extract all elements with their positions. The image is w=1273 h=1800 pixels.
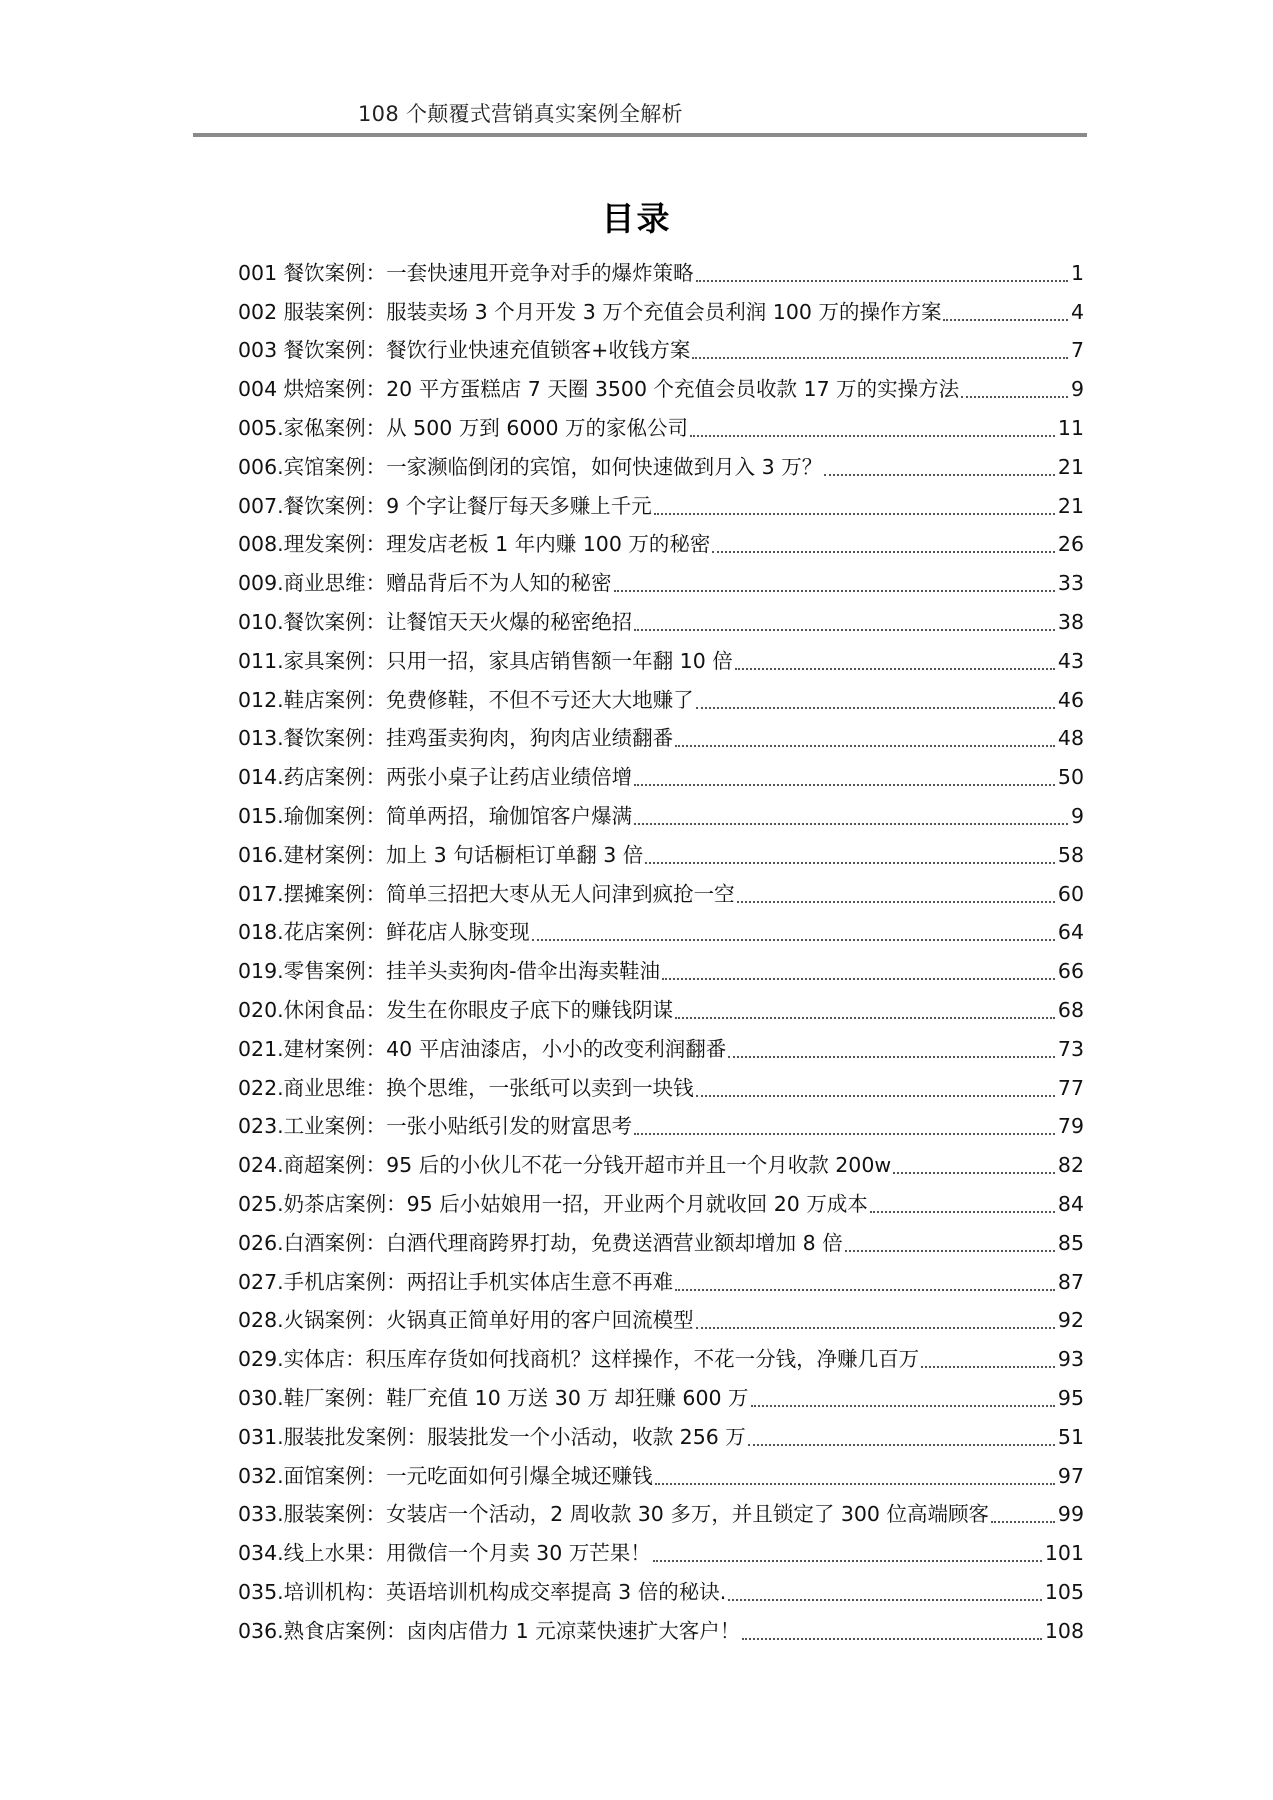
toc-entry-title: 002 服装案例：服装卖场 3 个月开发 3 万个充值会员利润 100 万的操作方案 (238, 299, 942, 324)
toc-entry[interactable] (238, 1184, 1084, 1223)
toc-entry-title: 031.服装批发案例：服装批发一个小活动，收款 256 万 (238, 1424, 746, 1449)
toc-page-number: 21 (1057, 493, 1084, 518)
dot-leader (645, 862, 1055, 864)
toc-entry[interactable] (238, 1262, 1084, 1301)
dot-leader (728, 1056, 1055, 1058)
toc-entry[interactable] (238, 951, 1084, 990)
toc-page-number: 97 (1057, 1463, 1084, 1488)
toc-entry-title: 018.花店案例：鲜花店人脉变现 (238, 920, 530, 945)
toc-entry-title: 024.商超案例：95 后的小伙儿不花一分钱开超市并且一个月收款 200w (238, 1153, 892, 1178)
dot-leader (696, 1327, 1055, 1329)
toc-page-number: 64 (1057, 920, 1084, 945)
toc-page-number: 26 (1057, 532, 1084, 557)
toc-entry-title: 006.宾馆案例：一家濒临倒闭的宾馆，如何快速做到月入 3 万？ (238, 454, 823, 479)
dot-leader (634, 1133, 1055, 1135)
toc-entry[interactable] (238, 1223, 1084, 1262)
toc-entry-title: 016.建材案例：加上 3 句话橱柜订单翻 3 倍 (238, 842, 644, 867)
toc-page-number: 48 (1057, 726, 1084, 751)
toc-page-number: 99 (1057, 1502, 1084, 1527)
toc-entry-title: 025.奶茶店案例：95 后小姑娘用一招，开业两个月就收回 20 万成本 (238, 1191, 868, 1216)
dot-leader (696, 707, 1055, 709)
dot-leader (655, 1483, 1055, 1485)
toc-entry[interactable] (238, 680, 1084, 719)
toc-page-number: 60 (1057, 881, 1084, 906)
dot-leader (728, 1599, 1042, 1601)
toc-page-number: 77 (1057, 1075, 1084, 1100)
toc-entry[interactable] (238, 525, 1084, 564)
toc-entry-title: 019.零售案例：挂羊头卖狗肉-借伞出海卖鞋油 (238, 959, 661, 984)
toc-entry[interactable] (238, 408, 1084, 447)
toc-entry-title: 013.餐饮案例：挂鸡蛋卖狗肉，狗肉店业绩翻番 (238, 726, 674, 751)
toc-entry-title: 030.鞋厂案例：鞋厂充值 10 万送 30 万 却狂赚 600 万 (238, 1385, 749, 1410)
dot-leader (845, 1250, 1055, 1252)
dot-leader (751, 1405, 1055, 1407)
dot-leader (742, 1638, 1042, 1640)
dot-leader (614, 590, 1055, 592)
toc-entry-title: 026.白酒案例：白酒代理商跨界打劫，免费送酒营业额却增加 8 倍 (238, 1230, 843, 1255)
toc-entry[interactable] (238, 563, 1084, 602)
toc-entry-title: 007.餐饮案例：9 个字让餐厅每天多赚上千元 (238, 493, 652, 518)
toc-entry-title: 009.商业思维：赠品背后不为人知的秘密 (238, 571, 612, 596)
toc-entry[interactable] (238, 835, 1084, 874)
toc-entry[interactable] (238, 486, 1084, 525)
toc-entry[interactable] (238, 447, 1084, 486)
toc-page-number: 4 (1070, 299, 1084, 324)
dot-leader (696, 1095, 1055, 1097)
toc-entry-title: 035.培训机构：英语培训机构成交率提高 3 倍的秘诀. (238, 1579, 727, 1604)
dot-leader (692, 357, 1068, 359)
toc-entry[interactable] (238, 1611, 1084, 1650)
toc-title: 目录 (601, 199, 672, 238)
dot-leader (748, 1444, 1055, 1446)
toc-entry[interactable] (238, 1495, 1084, 1534)
toc-page-number: 84 (1057, 1191, 1084, 1216)
toc-page-number: 1 (1070, 260, 1084, 285)
toc-page-number: 105 (1044, 1579, 1084, 1604)
toc-entry[interactable] (238, 1145, 1084, 1184)
toc-entry-title: 020.休闲食品：发生在你眼皮子底下的赚钱阴谋 (238, 997, 674, 1022)
toc-entry[interactable] (238, 874, 1084, 913)
dot-leader (532, 939, 1055, 941)
header-divider (193, 133, 1087, 137)
toc-entry-title: 028.火锅案例：火锅真正简单好用的客户回流模型 (238, 1308, 694, 1333)
toc-page-number: 85 (1057, 1230, 1084, 1255)
dot-leader (712, 551, 1055, 553)
toc-list (238, 253, 1084, 1650)
dot-leader (943, 319, 1067, 321)
toc-entry-title: 005.家俬案例：从 500 万到 6000 万的家俬公司 (238, 415, 689, 440)
toc-entry-title: 017.摆摊案例：简单三招把大枣从无人问津到疯抢一空 (238, 881, 735, 906)
dot-leader (634, 629, 1055, 631)
dot-leader (662, 978, 1055, 980)
toc-entry[interactable] (238, 1533, 1084, 1572)
toc-entry-title: 021.建材案例：40 平店油漆店，小小的改变利润翻番 (238, 1036, 727, 1061)
toc-page-number: 68 (1057, 997, 1084, 1022)
toc-page-number: 46 (1057, 687, 1084, 712)
toc-entry-title: 027.手机店案例：两招让手机实体店生意不再难 (238, 1269, 674, 1294)
toc-entry[interactable] (238, 641, 1084, 680)
toc-entry-title: 032.面馆案例：一元吃面如何引爆全城还赚钱 (238, 1463, 653, 1488)
toc-page-number: 82 (1057, 1153, 1084, 1178)
toc-page-number: 7 (1070, 338, 1084, 363)
dot-leader (675, 1017, 1055, 1019)
dot-leader (654, 513, 1055, 515)
toc-page-number: 21 (1057, 454, 1084, 479)
toc-entry-title: 010.餐饮案例：让餐馆天天火爆的秘密绝招 (238, 609, 633, 634)
toc-entry-title: 011.家具案例：只用一招，家具店销售额一年翻 10 倍 (238, 648, 733, 673)
toc-page-number: 79 (1057, 1114, 1084, 1139)
toc-entry[interactable] (238, 1029, 1084, 1068)
toc-entry-title: 015.瑜伽案例：简单两招，瑜伽馆客户爆满 (238, 803, 633, 828)
toc-page-number: 73 (1057, 1036, 1084, 1061)
toc-entry[interactable] (238, 1572, 1084, 1611)
toc-entry[interactable] (238, 602, 1084, 641)
toc-entry[interactable] (238, 1301, 1084, 1340)
toc-entry[interactable] (238, 1107, 1084, 1146)
toc-page-number: 43 (1057, 648, 1084, 673)
toc-page-number: 101 (1044, 1541, 1084, 1566)
toc-page-number: 11 (1057, 415, 1084, 440)
dot-leader (735, 668, 1055, 670)
toc-entry-title: 001 餐饮案例：一套快速甩开竞争对手的爆炸策略 (238, 260, 694, 285)
dot-leader (961, 396, 1068, 398)
dot-leader (653, 1560, 1042, 1562)
toc-page-number: 9 (1070, 377, 1084, 402)
toc-page-number: 33 (1057, 571, 1084, 596)
toc-entry[interactable] (238, 1417, 1084, 1456)
toc-entry[interactable] (238, 757, 1084, 796)
toc-page-number: 58 (1057, 842, 1084, 867)
toc-entry[interactable] (238, 331, 1084, 370)
toc-entry-title: 036.熟食店案例：卤肉店借力 1 元凉菜快速扩大客户！ (238, 1618, 741, 1643)
toc-entry[interactable] (238, 1378, 1084, 1417)
toc-entry-title: 033.服装案例：女装店一个活动，2 周收款 30 多万，并且锁定了 300 位高端顾客 (238, 1502, 989, 1527)
toc-entry[interactable] (238, 292, 1084, 331)
toc-entry-title: 003 餐饮案例：餐饮行业快速充值锁客+收钱方案 (238, 338, 691, 363)
toc-entry[interactable] (238, 1339, 1084, 1378)
toc-entry-title: 022.商业思维：换个思维，一张纸可以卖到一块钱 (238, 1075, 694, 1100)
toc-entry[interactable] (238, 1456, 1084, 1495)
toc-page-number: 93 (1057, 1347, 1084, 1372)
toc-entry[interactable] (238, 913, 1084, 952)
dot-leader (921, 1366, 1055, 1368)
toc-entry-title: 014.药店案例：两张小桌子让药店业绩倍增 (238, 765, 633, 790)
dot-leader (893, 1172, 1055, 1174)
dot-leader (675, 1289, 1055, 1291)
dot-leader (690, 435, 1055, 437)
dot-leader (634, 823, 1068, 825)
toc-entry-title: 008.理发案例：理发店老板 1 年内赚 100 万的秘密 (238, 532, 711, 557)
toc-page-number: 50 (1057, 765, 1084, 790)
dot-leader (870, 1211, 1055, 1213)
dot-leader (737, 901, 1055, 903)
toc-entry-title: 004 烘焙案例：20 平方蛋糕店 7 天圈 3500 个充值会员收款 17 万的实操方法 (238, 377, 960, 402)
toc-page-number: 87 (1057, 1269, 1084, 1294)
toc-page-number: 66 (1057, 959, 1084, 984)
toc-page-number: 92 (1057, 1308, 1084, 1333)
toc-entry[interactable] (238, 719, 1084, 758)
dot-leader (824, 474, 1055, 476)
toc-page-number: 95 (1057, 1385, 1084, 1410)
toc-entry[interactable] (238, 1068, 1084, 1107)
dot-leader (634, 784, 1055, 786)
toc-entry-title: 029.实体店：积压库存货如何找商机？这样操作，不花一分钱，净赚几百万 (238, 1347, 920, 1372)
running-header: 108 个颠覆式营销真实案例全解析 (358, 102, 683, 126)
toc-page-number: 51 (1057, 1424, 1084, 1449)
dot-leader (696, 280, 1068, 282)
toc-entry-title: 012.鞋店案例：免费修鞋，不但不亏还大大地赚了 (238, 687, 694, 712)
toc-page-number: 9 (1070, 803, 1084, 828)
toc-entry-title: 034.线上水果：用微信一个月卖 30 万芒果！ (238, 1541, 651, 1566)
toc-entry[interactable] (238, 253, 1084, 292)
toc-entry-title: 023.工业案例：一张小贴纸引发的财富思考 (238, 1114, 633, 1139)
toc-page-number: 38 (1057, 609, 1084, 634)
toc-page-number: 108 (1044, 1618, 1084, 1643)
toc-entry[interactable] (238, 369, 1084, 408)
dot-leader (991, 1521, 1055, 1523)
toc-entry[interactable] (238, 990, 1084, 1029)
dot-leader (675, 745, 1055, 747)
toc-entry[interactable] (238, 796, 1084, 835)
